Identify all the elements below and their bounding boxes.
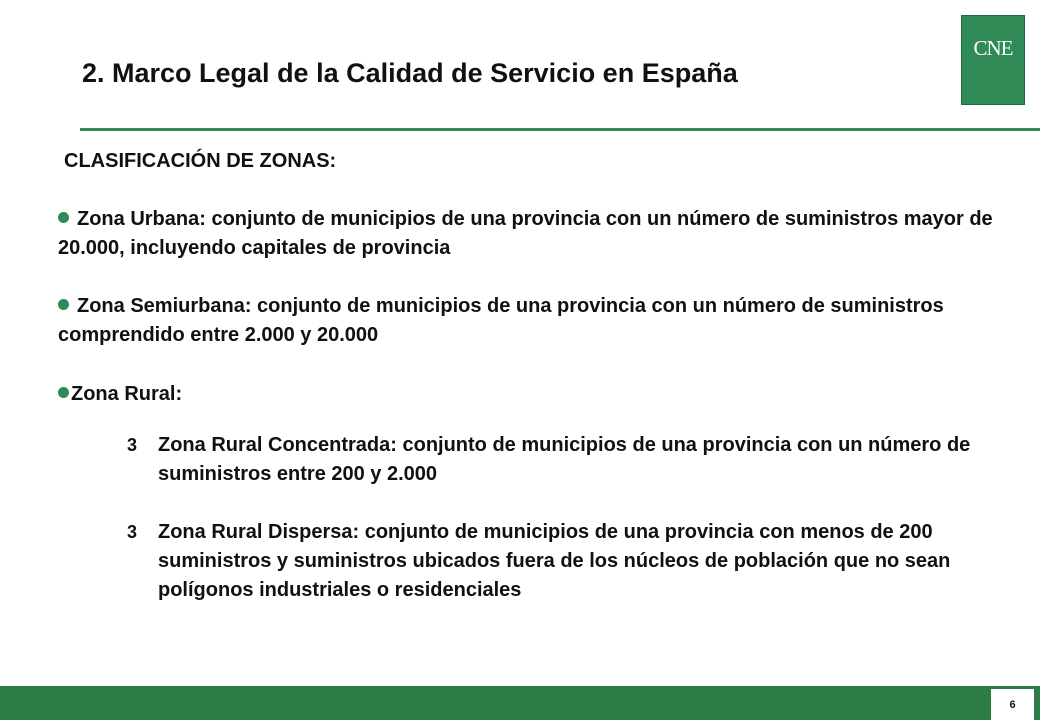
bullet-text: Zona Urbana: conjunto de municipios de una provincia con un número de suministros mayor de 20.000, incluyendo capitales de provincia [58,208,993,259]
page-number: 6 [991,689,1034,720]
bullet-item-urbana [58,205,1028,263]
logo-text: CNE [973,36,1013,60]
bullet-item-semiurbana [58,292,958,350]
bullet-text: Zona Semiurbana: conjunto de municipios de una provincia con un número de suministros comprendido entre 2.000 y 20.000 [58,295,944,346]
section-heading: CLASIFICACIÓN DE ZONAS: [64,150,337,172]
title-divider [80,128,1040,131]
subitem-text: Zona Rural Dispersa: conjunto de municipios de una provincia con menos de 200 suministros y suministros ubicados fuera de los núcleos de población que no sean polígonos industriales o residenciales [158,521,951,601]
cne-logo [961,15,1025,105]
numbered-bullet-icon: 3 [127,435,138,455]
bullet-item-rural [58,380,658,409]
subitem-rural-dispersa [127,518,1038,605]
subitem-rural-concentrada [127,431,1038,489]
bullet-dot-icon [58,299,69,310]
footer-bar [0,686,1040,720]
bullet-dot-icon [58,387,69,398]
subitem-text: Zona Rural Concentrada: conjunto de municipios de una provincia con un número de suministros entre 200 y 2.000 [158,434,971,485]
bullet-dot-icon [58,212,69,223]
numbered-bullet-icon: 3 [127,522,138,542]
bullet-text: Zona Rural: [71,383,183,405]
slide-title: 2. Marco Legal de la Calidad de Servicio en España [82,58,738,88]
